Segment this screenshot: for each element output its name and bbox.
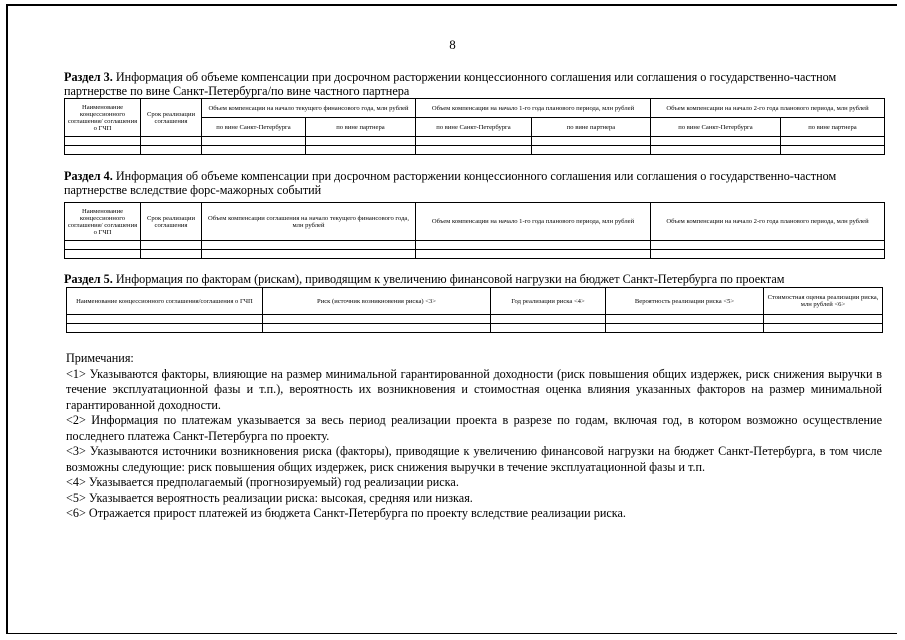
page-number: 8 xyxy=(449,37,456,52)
note-item: <5> Указывается вероятность реализации риска: высокая, средняя или низкая. xyxy=(66,490,473,505)
section5-title: Информация по факторам (рискам), приводящим к увеличению финансовой нагрузки на бюджет Санкт-Петербурга по проектам xyxy=(115,272,785,286)
section4-col-term: Срок реализации соглашения xyxy=(141,203,202,241)
section4-heading xyxy=(64,169,884,197)
note-item: <2> Информация по платежам указывается за весь период реализации проекта в разрезе по годам, включая год, в котором возможно осуществление последнего платежа Санкт-Петербурга по проекту. xyxy=(66,413,882,443)
section5-col-risk: Риск (источник возникновения риска) <3> xyxy=(263,288,491,315)
section5-heading xyxy=(64,272,884,286)
section4-label: Раздел 4. xyxy=(64,169,113,183)
table-row xyxy=(65,241,885,250)
section3-label: Раздел 3. xyxy=(64,70,113,84)
section4-col-current: Объем компенсации соглашения на начало текущего финансового года, млн рублей xyxy=(202,203,416,241)
section4-title: Информация об объеме компенсации при досрочном расторжении концессионного соглашения или соглашения о государственно-частном партнерстве вследствие форс-мажорных событий xyxy=(64,169,837,197)
page-border-top xyxy=(8,4,897,6)
table-row xyxy=(65,137,885,146)
section3-col-plan2: Объем компенсации на начало 2-го года планового периода, млн рублей xyxy=(651,99,885,118)
section4-col-plan1: Объем компенсации на начало 1-го года планового периода, млн рублей xyxy=(416,203,651,241)
section3-sub-spb: по вине Санкт-Петербурга xyxy=(651,118,781,137)
section3-col-plan1: Объем компенсации на начало 1-го года планового периода, млн рублей xyxy=(416,99,651,118)
section4-col-plan2: Объем компенсации на начало 2-го года планового периода, млн рублей xyxy=(651,203,885,241)
section3-col-name: Наименование концессионного соглашения/ соглашения о ГЧП xyxy=(65,99,141,137)
section3-title: Информация об объеме компенсации при досрочном расторжении концессионного соглашения или соглашения о государственно-частном партнерстве по вине Санкт-Петербурга/по вине частного партнера xyxy=(64,70,837,98)
section3-sub-partner: по вине партнера xyxy=(781,118,885,137)
section3-sub-spb: по вине Санкт-Петербурга xyxy=(416,118,532,137)
section5-label: Раздел 5. xyxy=(64,272,113,286)
note-item: <3> Указываются источники возникновения риска (факторы), приводящие к увеличению финансовой нагрузки на бюджет Санкт-Петербурга, в том числе возможны следующие: риск повышения общих издержек, риск снижения выручки в течение эксплуатационной фазы и т.п. xyxy=(66,444,882,474)
section4-col-name: Наименование концессионного соглашения/ соглашения о ГЧП xyxy=(65,203,141,241)
notes-block xyxy=(66,351,882,522)
note-item: <6> Отражается прирост платежей из бюджета Санкт-Петербурга по проекту вследствие реализации риска. xyxy=(66,506,626,520)
section3-sub-partner: по вине партнера xyxy=(306,118,416,137)
section4-table xyxy=(64,202,885,259)
section3-table xyxy=(64,98,885,155)
note-item: <4> Указывается предполагаемый (прогнозируемый) год реализации риска. xyxy=(66,475,459,489)
section5-col-cost: Стоимостная оценка реализации риска, млн рублей <6> xyxy=(764,288,883,315)
section3-heading xyxy=(64,70,884,98)
section5-col-name: Наименование концессионного соглашения/соглашения о ГЧП xyxy=(67,288,263,315)
table-row xyxy=(65,146,885,155)
section5-table xyxy=(66,287,883,333)
section5-col-prob: Вероятность реализации риска <5> xyxy=(606,288,764,315)
table-row xyxy=(67,324,883,333)
section3-sub-partner: по вине партнера xyxy=(532,118,651,137)
section3-col-term: Срок реализации соглашения xyxy=(141,99,202,137)
note-item: <1> Указываются факторы, влияющие на размер минимальной гарантированной доходности (риск повышения общих издержек, риск снижения выручки в течение эксплуатационной фазы и т.п.), вероятность их возникновения и стоимостная оценка влияния указанных факторов на размер минимальной гарантированной доходности. xyxy=(66,366,882,412)
table-row xyxy=(65,250,885,259)
section3-sub-spb: по вине Санкт-Петербурга xyxy=(202,118,306,137)
notes-title: Примечания: xyxy=(66,351,134,365)
section3-col-current: Объем компенсации на начало текущего финансового года, млн рублей xyxy=(202,99,416,118)
table-row xyxy=(67,315,883,324)
section5-col-year: Год реализации риска <4> xyxy=(491,288,606,315)
page-border-left xyxy=(6,4,8,634)
page-border-bottom xyxy=(8,633,897,634)
